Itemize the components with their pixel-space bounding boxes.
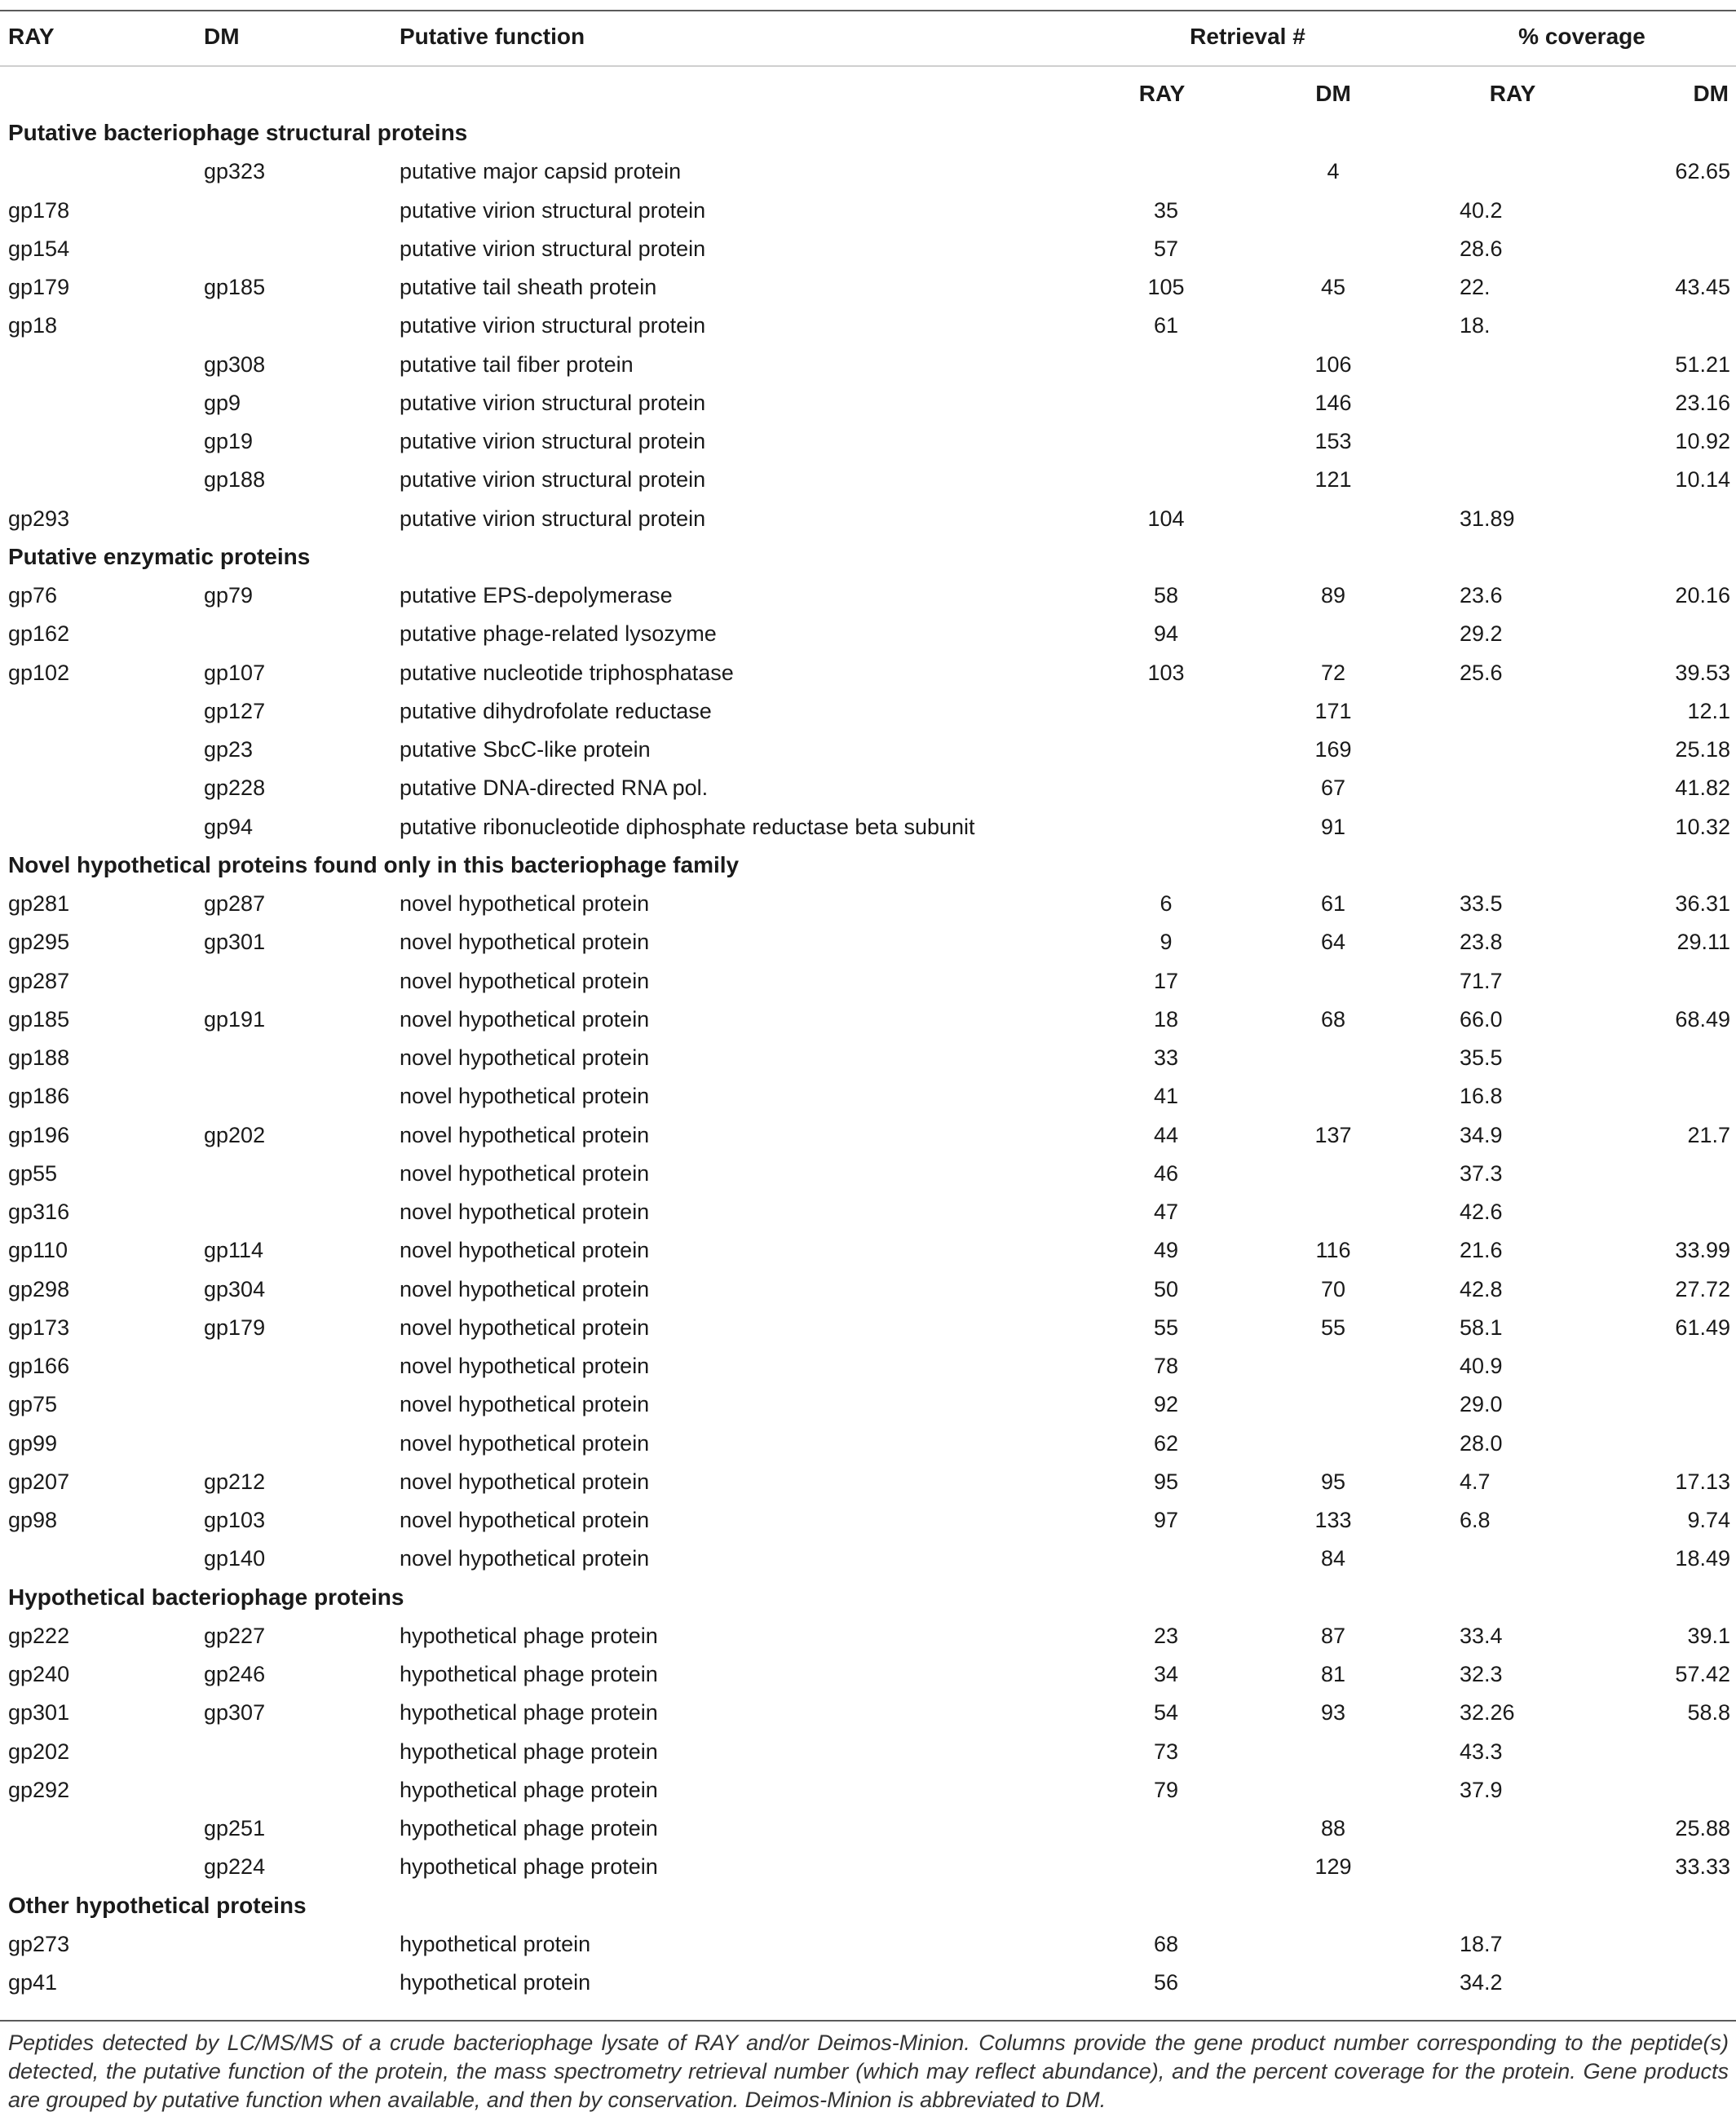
cell-putative-function: putative virion structural protein — [400, 236, 706, 261]
cell-dm-gene: gp23 — [204, 737, 254, 762]
cell-putative-function: novel hypothetical protein — [400, 1315, 650, 1340]
cell-retrieval-ray: 9 — [1160, 930, 1173, 954]
cell-coverage-dm: 25.18 — [1675, 737, 1730, 762]
cell-dm-gene: gp79 — [204, 583, 254, 608]
cell-retrieval-dm: 95 — [1320, 1469, 1346, 1494]
cell-putative-function: novel hypothetical protein — [400, 1469, 650, 1494]
cell-retrieval-dm: 88 — [1320, 1816, 1346, 1840]
cell-retrieval-ray: 104 — [1147, 506, 1185, 531]
cell-retrieval-dm: 106 — [1314, 352, 1352, 377]
cell-retrieval-ray: 94 — [1153, 621, 1179, 646]
cell-coverage-dm: 43.45 — [1675, 275, 1730, 299]
cell-coverage-dm: 9.74 — [1687, 1508, 1730, 1532]
cell-retrieval-dm: 61 — [1320, 891, 1346, 916]
cell-ray-gene: gp295 — [8, 930, 70, 954]
cell-coverage-ray: 21.6 — [1460, 1238, 1503, 1262]
cell-retrieval-ray: 46 — [1153, 1161, 1179, 1186]
cell-ray-gene: gp55 — [8, 1161, 58, 1186]
cell-coverage-dm: 18.49 — [1675, 1546, 1730, 1571]
cell-ray-gene: gp240 — [8, 1662, 70, 1686]
cell-retrieval-ray: 57 — [1153, 236, 1179, 261]
cell-coverage-dm: 58.8 — [1687, 1700, 1730, 1725]
cell-putative-function: novel hypothetical protein — [400, 1392, 650, 1416]
cell-dm-gene: gp127 — [204, 699, 266, 723]
cell-putative-function: novel hypothetical protein — [400, 1354, 650, 1378]
cell-retrieval-dm: 129 — [1314, 1854, 1352, 1879]
cell-putative-function: hypothetical phage protein — [400, 1700, 658, 1725]
section-heading: Putative bacteriophage structural proteins — [8, 120, 468, 145]
cell-retrieval-dm: 72 — [1320, 661, 1346, 685]
cell-ray-gene: gp287 — [8, 969, 70, 993]
header-dm: DM — [204, 24, 240, 49]
cell-ray-gene: gp102 — [8, 661, 70, 685]
cell-coverage-ray: 25.6 — [1460, 661, 1503, 685]
cell-putative-function: hypothetical protein — [400, 1970, 591, 1995]
cell-retrieval-ray: 18 — [1153, 1007, 1179, 1032]
cell-coverage-dm: 29.11 — [1676, 930, 1730, 954]
cell-retrieval-ray: 50 — [1153, 1277, 1179, 1301]
cell-putative-function: putative DNA-directed RNA pol. — [400, 775, 709, 800]
cell-ray-gene: gp75 — [8, 1392, 58, 1416]
cell-retrieval-dm: 84 — [1320, 1546, 1346, 1571]
cell-ray-gene: gp178 — [8, 198, 70, 223]
cell-coverage-dm: 33.33 — [1675, 1854, 1730, 1879]
cell-retrieval-dm: 64 — [1320, 930, 1346, 954]
cell-ray-gene: gp98 — [8, 1508, 58, 1532]
cell-dm-gene: gp94 — [204, 815, 254, 839]
cell-retrieval-ray: 62 — [1153, 1431, 1179, 1456]
cell-coverage-ray: 33.5 — [1460, 891, 1503, 916]
cell-putative-function: novel hypothetical protein — [400, 969, 650, 993]
cell-retrieval-dm: 4 — [1327, 159, 1340, 183]
cell-coverage-ray: 71.7 — [1460, 969, 1503, 993]
cell-coverage-ray: 37.9 — [1460, 1778, 1503, 1802]
cell-putative-function: novel hypothetical protein — [400, 1123, 650, 1147]
subheader-coverage-ray: RAY — [1489, 81, 1536, 106]
cell-putative-function: putative virion structural protein — [400, 467, 706, 492]
cell-retrieval-ray: 61 — [1153, 313, 1179, 338]
subheader-retrieval-ray: RAY — [1138, 81, 1186, 106]
cell-dm-gene: gp224 — [204, 1854, 266, 1879]
header-rule — [0, 65, 1736, 67]
cell-retrieval-ray: 95 — [1153, 1469, 1179, 1494]
section-heading: Putative enzymatic proteins — [8, 544, 311, 569]
section-heading: Hypothetical bacteriophage proteins — [8, 1584, 404, 1610]
cell-ray-gene: gp41 — [8, 1970, 58, 1995]
cell-ray-gene: gp292 — [8, 1778, 70, 1802]
cell-coverage-dm: 39.1 — [1687, 1624, 1730, 1648]
cell-coverage-ray: 40.9 — [1460, 1354, 1503, 1378]
cell-coverage-dm: 57.42 — [1675, 1662, 1730, 1686]
cell-dm-gene: gp185 — [204, 275, 266, 299]
cell-coverage-ray: 18.7 — [1460, 1932, 1503, 1956]
cell-ray-gene: gp202 — [8, 1739, 70, 1764]
cell-ray-gene: gp316 — [8, 1200, 70, 1224]
cell-ray-gene: gp162 — [8, 621, 70, 646]
cell-coverage-ray: 37.3 — [1460, 1161, 1503, 1186]
cell-putative-function: novel hypothetical protein — [400, 1084, 650, 1108]
cell-putative-function: hypothetical protein — [400, 1932, 591, 1956]
cell-retrieval-ray: 49 — [1153, 1238, 1179, 1262]
header-ray: RAY — [8, 24, 55, 49]
cell-coverage-ray: 31.89 — [1460, 506, 1515, 531]
cell-putative-function: hypothetical phage protein — [400, 1778, 658, 1802]
cell-retrieval-dm: 171 — [1314, 699, 1352, 723]
cell-putative-function: putative virion structural protein — [400, 429, 706, 453]
cell-retrieval-dm: 67 — [1320, 775, 1346, 800]
cell-coverage-dm: 41.82 — [1675, 775, 1730, 800]
cell-putative-function: novel hypothetical protein — [400, 1161, 650, 1186]
cell-coverage-ray: 34.9 — [1460, 1123, 1503, 1147]
cell-dm-gene: gp307 — [204, 1700, 266, 1725]
cell-dm-gene: gp114 — [204, 1238, 264, 1262]
cell-putative-function: novel hypothetical protein — [400, 1007, 650, 1032]
cell-ray-gene: gp298 — [8, 1277, 70, 1301]
cell-putative-function: putative virion structural protein — [400, 391, 706, 415]
cell-ray-gene: gp179 — [8, 275, 70, 299]
cell-dm-gene: gp19 — [204, 429, 254, 453]
cell-dm-gene: gp228 — [204, 775, 266, 800]
cell-retrieval-dm: 55 — [1320, 1315, 1346, 1340]
cell-putative-function: hypothetical phage protein — [400, 1739, 658, 1764]
cell-coverage-ray: 4.7 — [1460, 1469, 1491, 1494]
cell-retrieval-dm: 89 — [1320, 583, 1346, 608]
cell-retrieval-ray: 23 — [1153, 1624, 1179, 1648]
cell-coverage-ray: 66.0 — [1460, 1007, 1503, 1032]
cell-retrieval-dm: 146 — [1314, 391, 1352, 415]
cell-coverage-ray: 22. — [1460, 275, 1491, 299]
cell-dm-gene: gp191 — [204, 1007, 266, 1032]
section-heading: Other hypothetical proteins — [8, 1893, 307, 1918]
cell-putative-function: hypothetical phage protein — [400, 1624, 658, 1648]
cell-retrieval-dm: 91 — [1320, 815, 1346, 839]
cell-coverage-dm: 23.16 — [1675, 391, 1730, 415]
cell-ray-gene: gp173 — [8, 1315, 70, 1340]
cell-ray-gene: gp18 — [8, 313, 58, 338]
cell-dm-gene: gp308 — [204, 352, 266, 377]
cell-putative-function: novel hypothetical protein — [400, 1200, 650, 1224]
cell-dm-gene: gp140 — [204, 1546, 266, 1571]
subheader-retrieval-dm: DM — [1315, 81, 1351, 106]
cell-coverage-ray: 32.3 — [1460, 1662, 1503, 1686]
cell-retrieval-ray: 54 — [1153, 1700, 1179, 1725]
cell-retrieval-ray: 79 — [1153, 1778, 1179, 1802]
cell-dm-gene: gp107 — [204, 661, 266, 685]
cell-ray-gene: gp76 — [8, 583, 58, 608]
cell-ray-gene: gp154 — [8, 236, 70, 261]
cell-coverage-ray: 35.5 — [1460, 1045, 1503, 1070]
cell-coverage-dm: 10.32 — [1675, 815, 1730, 839]
cell-coverage-ray: 28.6 — [1460, 236, 1503, 261]
cell-ray-gene: gp110 — [8, 1238, 68, 1262]
cell-coverage-dm: 12.1 — [1687, 699, 1730, 723]
cell-dm-gene: gp179 — [204, 1315, 266, 1340]
cell-ray-gene: gp196 — [8, 1123, 70, 1147]
cell-ray-gene: gp185 — [8, 1007, 70, 1032]
cell-putative-function: novel hypothetical protein — [400, 1431, 650, 1456]
cell-retrieval-ray: 68 — [1153, 1932, 1179, 1956]
cell-dm-gene: gp188 — [204, 467, 266, 492]
cell-dm-gene: gp202 — [204, 1123, 266, 1147]
cell-ray-gene: gp222 — [8, 1624, 70, 1648]
cell-coverage-dm: 51.21 — [1675, 352, 1730, 377]
cell-coverage-ray: 29.2 — [1460, 621, 1503, 646]
cell-retrieval-ray: 34 — [1153, 1662, 1179, 1686]
cell-putative-function: novel hypothetical protein — [400, 1277, 650, 1301]
cell-retrieval-ray: 17 — [1153, 969, 1179, 993]
cell-dm-gene: gp9 — [204, 391, 241, 415]
cell-coverage-ray: 28.0 — [1460, 1431, 1503, 1456]
cell-retrieval-ray: 92 — [1153, 1392, 1179, 1416]
cell-coverage-dm: 68.49 — [1675, 1007, 1730, 1032]
cell-coverage-ray: 58.1 — [1460, 1315, 1503, 1340]
cell-retrieval-ray: 78 — [1153, 1354, 1179, 1378]
cell-ray-gene: gp207 — [8, 1469, 70, 1494]
cell-dm-gene: gp287 — [204, 891, 266, 916]
cell-putative-function: novel hypothetical protein — [400, 930, 650, 954]
cell-retrieval-dm: 68 — [1320, 1007, 1346, 1032]
cell-coverage-ray: 23.8 — [1460, 930, 1503, 954]
cell-putative-function: putative virion structural protein — [400, 313, 706, 338]
cell-coverage-dm: 61.49 — [1675, 1315, 1730, 1340]
subheader-coverage-dm: DM — [1693, 81, 1729, 106]
cell-dm-gene: gp227 — [204, 1624, 266, 1648]
cell-retrieval-ray: 35 — [1153, 198, 1179, 223]
cell-putative-function: novel hypothetical protein — [400, 891, 650, 916]
table-caption: Peptides detected by LC/MS/MS of a crude bacteriophage lysate of RAY and/or Deimos-Minion. Columns provide the gene product number corresponding to the peptide(s) detected, the putative function of the protein, the mass spectrometry retrieval number (which may reflect abundance), and the percent coverage for the protein. Gene products are grouped by putative function when available, and then by conservation. Deimos-Minion is abbreviated to DM. — [8, 2030, 1729, 2112]
cell-ray-gene: gp273 — [8, 1932, 70, 1956]
cell-retrieval-ray: 97 — [1153, 1508, 1179, 1532]
cell-putative-function: putative dihydrofolate reductase — [400, 699, 712, 723]
cell-putative-function: putative tail fiber protein — [400, 352, 634, 377]
cell-dm-gene: gp251 — [204, 1816, 266, 1840]
cell-coverage-ray: 40.2 — [1460, 198, 1503, 223]
cell-retrieval-dm: 116 — [1315, 1238, 1351, 1262]
cell-coverage-ray: 23.6 — [1460, 583, 1503, 608]
cell-putative-function: putative virion structural protein — [400, 198, 706, 223]
cell-coverage-ray: 32.26 — [1460, 1700, 1515, 1725]
cell-putative-function: putative tail sheath protein — [400, 275, 657, 299]
cell-coverage-dm: 20.16 — [1675, 583, 1730, 608]
cell-coverage-ray: 34.2 — [1460, 1970, 1503, 1995]
cell-coverage-ray: 6.8 — [1460, 1508, 1491, 1532]
cell-putative-function: putative major capsid protein — [400, 159, 682, 183]
cell-coverage-ray: 29.0 — [1460, 1392, 1503, 1416]
cell-putative-function: putative ribonucleotide diphosphate reductase beta subunit — [400, 815, 975, 839]
cell-coverage-ray: 43.3 — [1460, 1739, 1503, 1764]
cell-retrieval-dm: 81 — [1320, 1662, 1346, 1686]
cell-putative-function: hypothetical phage protein — [400, 1816, 658, 1840]
table-bottom-rule — [0, 2020, 1736, 2022]
cell-retrieval-dm: 153 — [1314, 429, 1352, 453]
cell-putative-function: putative SbcC-like protein — [400, 737, 651, 762]
cell-coverage-ray: 33.4 — [1460, 1624, 1503, 1648]
cell-ray-gene: gp166 — [8, 1354, 70, 1378]
cell-dm-gene: gp301 — [204, 930, 266, 954]
cell-retrieval-ray: 47 — [1153, 1200, 1179, 1224]
header-coverage: % coverage — [1518, 24, 1645, 49]
cell-coverage-dm: 21.7 — [1687, 1123, 1730, 1147]
cell-dm-gene: gp304 — [204, 1277, 266, 1301]
cell-coverage-ray: 42.8 — [1460, 1277, 1503, 1301]
cell-putative-function: hypothetical phage protein — [400, 1854, 658, 1879]
cell-retrieval-dm: 121 — [1314, 467, 1352, 492]
cell-ray-gene: gp293 — [8, 506, 70, 531]
cell-retrieval-ray: 103 — [1147, 661, 1185, 685]
cell-dm-gene: gp246 — [204, 1662, 266, 1686]
cell-ray-gene: gp301 — [8, 1700, 70, 1725]
cell-coverage-dm: 25.88 — [1675, 1816, 1730, 1840]
cell-coverage-dm: 62.65 — [1675, 159, 1730, 183]
header-retrieval: Retrieval # — [1190, 24, 1305, 49]
cell-retrieval-dm: 93 — [1320, 1700, 1346, 1725]
section-heading: Novel hypothetical proteins found only in this bacteriophage family — [8, 852, 740, 877]
header-putative-function: Putative function — [400, 24, 585, 49]
cell-retrieval-ray: 55 — [1153, 1315, 1179, 1340]
cell-putative-function: putative phage-related lysozyme — [400, 621, 717, 646]
cell-ray-gene: gp188 — [8, 1045, 70, 1070]
cell-coverage-dm: 27.72 — [1675, 1277, 1730, 1301]
cell-retrieval-ray: 105 — [1147, 275, 1185, 299]
cell-dm-gene: gp212 — [204, 1469, 266, 1494]
cell-putative-function: putative EPS-depolymerase — [400, 583, 673, 608]
table-top-rule — [0, 10, 1736, 11]
cell-retrieval-ray: 58 — [1153, 583, 1179, 608]
cell-coverage-ray: 42.6 — [1460, 1200, 1503, 1224]
cell-dm-gene: gp323 — [204, 159, 266, 183]
cell-retrieval-ray: 6 — [1160, 891, 1173, 916]
cell-coverage-dm: 39.53 — [1675, 661, 1730, 685]
cell-retrieval-ray: 73 — [1153, 1739, 1179, 1764]
cell-retrieval-dm: 133 — [1314, 1508, 1352, 1532]
cell-coverage-dm: 36.31 — [1675, 891, 1730, 916]
cell-coverage-dm: 17.13 — [1675, 1469, 1730, 1494]
cell-putative-function: novel hypothetical protein — [400, 1238, 650, 1262]
cell-retrieval-dm: 137 — [1314, 1123, 1352, 1147]
cell-coverage-dm: 33.99 — [1675, 1238, 1730, 1262]
cell-retrieval-ray: 33 — [1153, 1045, 1179, 1070]
cell-putative-function: hypothetical phage protein — [400, 1662, 658, 1686]
cell-putative-function: novel hypothetical protein — [400, 1045, 650, 1070]
cell-putative-function: putative nucleotide triphosphatase — [400, 661, 734, 685]
cell-coverage-ray: 18. — [1460, 313, 1491, 338]
cell-coverage-ray: 16.8 — [1460, 1084, 1503, 1108]
cell-putative-function: novel hypothetical protein — [400, 1546, 650, 1571]
cell-retrieval-ray: 44 — [1153, 1123, 1179, 1147]
cell-ray-gene: gp186 — [8, 1084, 70, 1108]
cell-retrieval-dm: 45 — [1320, 275, 1346, 299]
cell-retrieval-dm: 87 — [1320, 1624, 1346, 1648]
cell-retrieval-ray: 41 — [1153, 1084, 1179, 1108]
cell-dm-gene: gp103 — [204, 1508, 266, 1532]
cell-ray-gene: gp281 — [8, 891, 70, 916]
cell-retrieval-dm: 70 — [1320, 1277, 1346, 1301]
cell-retrieval-ray: 56 — [1153, 1970, 1179, 1995]
cell-coverage-dm: 10.14 — [1675, 467, 1730, 492]
cell-putative-function: novel hypothetical protein — [400, 1508, 650, 1532]
cell-putative-function: putative virion structural protein — [400, 506, 706, 531]
cell-retrieval-dm: 169 — [1314, 737, 1352, 762]
cell-coverage-dm: 10.92 — [1675, 429, 1730, 453]
cell-ray-gene: gp99 — [8, 1431, 58, 1456]
